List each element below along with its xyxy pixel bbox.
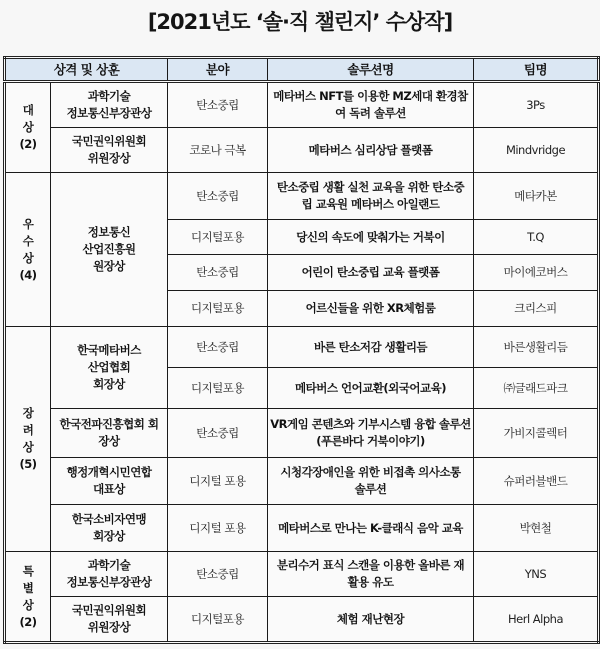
table-row [5, 128, 599, 173]
honor-line: 국민권익위원회 [71, 134, 147, 148]
page-title: [2021년도 ‘솔·직 챌린지’ 수상작] [147, 10, 453, 34]
grade-char: 려 [22, 423, 34, 437]
honor-cell [51, 505, 168, 552]
field-cell: 디지털포용 [168, 220, 268, 255]
honor-line: 과학기술 [87, 558, 131, 572]
table-row [5, 552, 599, 597]
honor-cell [51, 327, 168, 409]
solution-line: 립 교육원 메타버스 아일랜드 [301, 197, 440, 211]
grade-char: 상 [22, 597, 34, 612]
solution-line: 시청각장애인을 위한 비접촉 의사소통 [280, 465, 461, 479]
solution-cell: 바른 탄소저감 생활리듬 [268, 327, 474, 368]
solution-line: 여 독려 솔루션 [335, 106, 406, 120]
team-cell: 3Ps [474, 82, 599, 128]
team-cell: 마이에코버스 [474, 255, 599, 291]
grade-char: 우 [22, 216, 34, 231]
honor-line: 산업협회 [87, 360, 131, 374]
grade-cell-ususang [5, 173, 51, 327]
honor-line: 한국소비자연맹 [71, 512, 147, 526]
honor-line: 국민권익위원회 [71, 603, 147, 617]
solution-cell: 메타버스 심리상담 플랫폼 [268, 128, 474, 173]
solution-line: 분리수거 표식 스캔을 이용한 올바른 재 [276, 558, 465, 572]
honor-line: 행정개혁시민연합 [66, 465, 152, 479]
table-row [5, 505, 599, 552]
team-cell: 슈퍼러블밴드 [474, 458, 599, 505]
header-team: 팀명 [474, 58, 599, 82]
honor-line: 한국전파진흥협회 회 [59, 417, 159, 431]
honor-line: 대표상 [93, 482, 125, 496]
solution-line: 메타버스 NFT를 이용한 MZ세대 환경참 [273, 89, 468, 103]
honor-line: 위원장상 [87, 620, 131, 634]
grade-char: 특 [22, 563, 34, 578]
honor-cell [51, 128, 168, 173]
solution-cell: 당신의 속도에 맞춰가는 거북이 [268, 220, 474, 255]
grade-cell-jangryeosang [5, 327, 51, 552]
field-cell: 탄소중립 [168, 327, 268, 368]
team-cell: 박현철 [474, 505, 599, 552]
solution-cell: 어르신들을 위한 XR체험룸 [268, 291, 474, 327]
field-cell: 디지털포용 [168, 597, 268, 643]
solution-cell [268, 552, 474, 597]
table-header-row [5, 58, 599, 82]
honor-line: 원장상 [93, 259, 125, 273]
solution-cell [268, 458, 474, 505]
solution-cell [268, 173, 474, 220]
solution-cell: 메타버스 언어교환(외국어교육) [268, 368, 474, 409]
solution-cell: 메타버스로 만나는 K-클래식 음악 교육 [268, 505, 474, 552]
honor-line: 산업진흥원 [82, 242, 136, 256]
field-cell: 탄소중립 [168, 173, 268, 220]
honor-line: 위원장상 [87, 151, 131, 165]
awards-table [3, 56, 600, 644]
solution-line: VR게임 콘텐츠와 기부시스템 융합 솔루션 [270, 417, 471, 431]
table-row [5, 173, 599, 220]
solution-cell: 체험 재난현장 [268, 597, 474, 643]
solution-cell [268, 409, 474, 458]
table-row [5, 597, 599, 643]
grade-char: 상 [22, 440, 34, 454]
grade-char: 대 [22, 103, 34, 117]
solution-line: 솔루션 [354, 482, 387, 496]
grade-char: 장 [22, 406, 34, 420]
solution-line: 활용 유도 [347, 575, 394, 589]
grade-char: 수 [22, 233, 34, 248]
field-cell: 탄소중립 [168, 552, 268, 597]
grade-char: 별 [22, 580, 34, 595]
team-cell: ㈜글래드파크 [474, 368, 599, 409]
team-cell: T.Q [474, 220, 599, 255]
grade-count: (4) [19, 267, 37, 282]
field-cell: 탄소중립 [168, 409, 268, 458]
honor-line: 정보통신부장관상 [66, 575, 152, 589]
field-cell: 탄소중립 [168, 82, 268, 128]
grade-count: (2) [19, 614, 37, 629]
honor-line: 과학기술 [87, 89, 131, 103]
honor-line: 장상 [98, 434, 120, 448]
honor-line: 회장상 [93, 377, 125, 391]
team-cell: 메타카본 [474, 173, 599, 220]
grade-count: (5) [19, 457, 37, 471]
header-award: 상격 및 상훈 [5, 58, 168, 82]
honor-line: 회장상 [93, 529, 125, 543]
honor-line: 정보통신 [87, 225, 131, 239]
honor-cell [51, 409, 168, 458]
header-field: 분야 [168, 58, 268, 82]
team-cell: Herl Alpha [474, 597, 599, 643]
solution-cell: 어린이 탄소중립 교육 플랫폼 [268, 255, 474, 291]
team-cell: 크리스피 [474, 291, 599, 327]
honor-cell [51, 82, 168, 128]
honor-line: 정보통신부장관상 [66, 106, 152, 120]
honor-cell [51, 597, 168, 643]
field-cell: 탄소중립 [168, 255, 268, 291]
grade-char: 상 [22, 250, 34, 265]
team-cell: 가비지콜렉터 [474, 409, 599, 458]
grade-char: 상 [22, 120, 34, 134]
honor-cell [51, 552, 168, 597]
grade-cell-teukbyeolsang [5, 552, 51, 643]
grade-cell-daesang [5, 82, 51, 173]
field-cell: 디지털 포용 [168, 505, 268, 552]
field-cell: 코로나 극복 [168, 128, 268, 173]
table-row [5, 458, 599, 505]
table-row [5, 409, 599, 458]
solution-line: 탄소중립 생활 실천 교육을 위한 탄소중 [276, 180, 465, 194]
solution-cell [268, 82, 474, 128]
honor-cell [51, 458, 168, 505]
header-solution: 솔루션명 [268, 58, 474, 82]
honor-cell [51, 173, 168, 327]
table-row [5, 82, 599, 128]
solution-line: (푸른바다 거북이야기) [316, 434, 425, 448]
field-cell: 디지털포용 [168, 368, 268, 409]
grade-count: (2) [19, 137, 37, 151]
honor-line: 한국메타버스 [77, 343, 141, 357]
table-row [5, 327, 599, 368]
team-cell: 바른생활리듬 [474, 327, 599, 368]
team-cell: Mindvridge [474, 128, 599, 173]
team-cell: YNS [474, 552, 599, 597]
field-cell: 디지털 포용 [168, 458, 268, 505]
field-cell: 디지털포용 [168, 291, 268, 327]
